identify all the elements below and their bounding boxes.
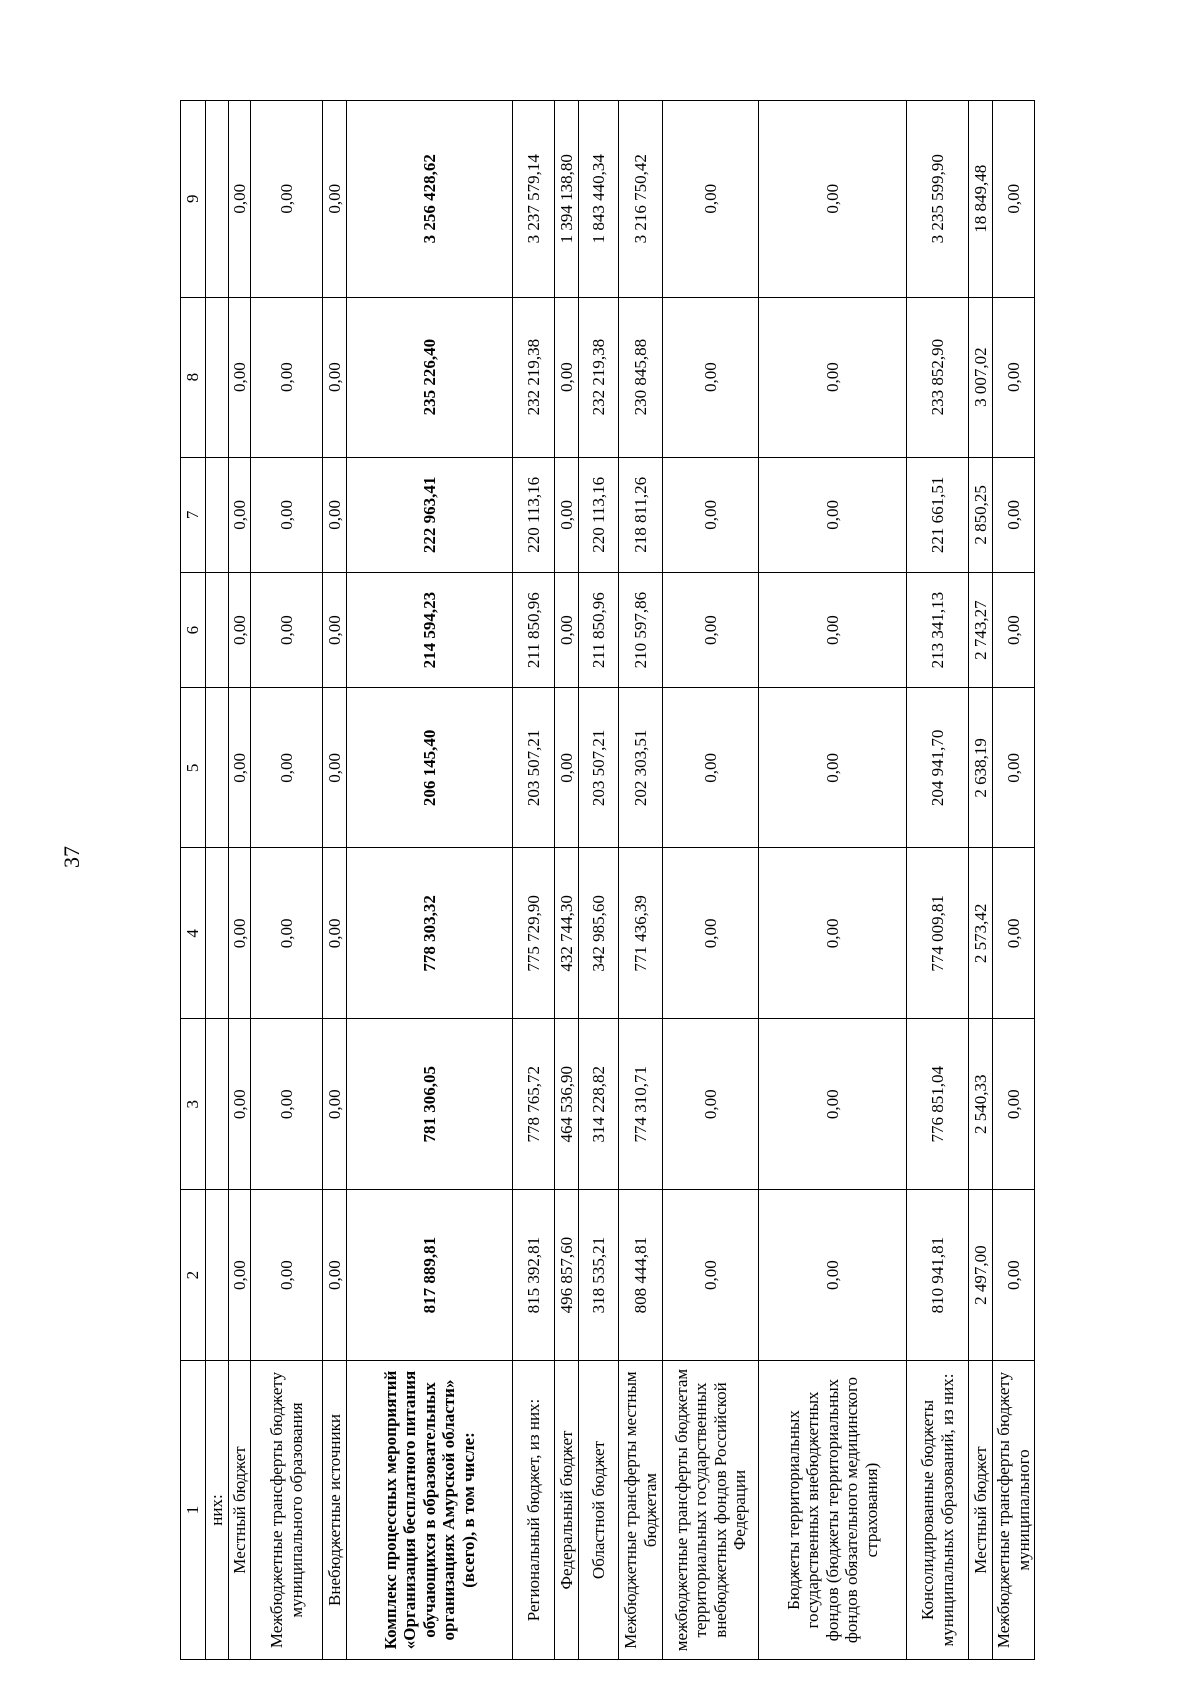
cell-value: 1 843 440,34	[579, 101, 619, 298]
cell-value: 0,00	[993, 573, 1035, 688]
cell-value: 0,00	[555, 457, 579, 572]
cell-value: 0,00	[323, 101, 347, 298]
cell-value: 0,00	[251, 457, 323, 572]
table-row	[206, 101, 229, 1660]
cell-value: 0,00	[323, 457, 347, 572]
cell-value: 778 765,72	[513, 1019, 555, 1190]
cell-value: 235 226,40	[347, 297, 513, 457]
table-row	[347, 101, 513, 1660]
row-label: Региональный бюджет, из них:	[513, 1361, 555, 1660]
row-label: Межбюджетные трансферты бюджету муниципального	[993, 1361, 1035, 1660]
cell-value: 0,00	[759, 688, 907, 848]
cell-value: 0,00	[323, 297, 347, 457]
cell-value: 2 497,00	[969, 1190, 993, 1361]
cell-value: 0,00	[555, 573, 579, 688]
cell-value: 771 436,39	[619, 848, 663, 1019]
row-label: Комплекс процессных мероприятий «Организация бесплатного питания обучающихся в образовательных организациях Амурской области» (всего), в том числе:	[347, 1361, 513, 1660]
cell-value: 18 849,48	[969, 101, 993, 298]
cell-value: 808 444,81	[619, 1190, 663, 1361]
cell-value: 0,00	[228, 1190, 251, 1361]
cell-value: 0,00	[228, 457, 251, 572]
cell-value: 0,00	[759, 848, 907, 1019]
cell-value	[206, 688, 229, 848]
table-row	[993, 101, 1035, 1660]
cell-value: 3 237 579,14	[513, 101, 555, 298]
cell-value: 0,00	[228, 688, 251, 848]
cell-value: 314 228,82	[579, 1019, 619, 1190]
cell-value: 0,00	[228, 848, 251, 1019]
cell-value: 778 303,32	[347, 848, 513, 1019]
cell-value: 2 850,25	[969, 457, 993, 572]
column-number: 9	[181, 101, 206, 298]
cell-value: 342 985,60	[579, 848, 619, 1019]
column-number: 4	[181, 848, 206, 1019]
cell-value: 0,00	[228, 573, 251, 688]
cell-value: 0,00	[663, 457, 759, 572]
cell-value: 0,00	[759, 573, 907, 688]
cell-value: 0,00	[993, 457, 1035, 572]
cell-value: 318 535,21	[579, 1190, 619, 1361]
cell-value: 0,00	[228, 1019, 251, 1190]
cell-value: 1 394 138,80	[555, 101, 579, 298]
cell-value: 222 963,41	[347, 457, 513, 572]
cell-value: 203 507,21	[579, 688, 619, 848]
cell-value: 232 219,38	[513, 297, 555, 457]
cell-value: 202 303,51	[619, 688, 663, 848]
cell-value: 464 536,90	[555, 1019, 579, 1190]
cell-value: 213 341,13	[907, 573, 969, 688]
cell-value	[206, 101, 229, 298]
cell-value: 206 145,40	[347, 688, 513, 848]
cell-value: 0,00	[555, 688, 579, 848]
cell-value: 204 941,70	[907, 688, 969, 848]
cell-value: 781 306,05	[347, 1019, 513, 1190]
table-row	[969, 101, 993, 1660]
cell-value	[206, 457, 229, 572]
row-label: Консолидированные бюджеты муниципальных образований, из них:	[907, 1361, 969, 1660]
cell-value: 0,00	[759, 1190, 907, 1361]
cell-value: 775 729,90	[513, 848, 555, 1019]
cell-value: 0,00	[251, 848, 323, 1019]
table-row	[759, 101, 907, 1660]
cell-value: 211 850,96	[513, 573, 555, 688]
cell-value: 0,00	[993, 848, 1035, 1019]
cell-value: 0,00	[323, 573, 347, 688]
table-row	[251, 101, 323, 1660]
cell-value: 0,00	[251, 297, 323, 457]
cell-value: 774 310,71	[619, 1019, 663, 1190]
cell-value: 0,00	[993, 1019, 1035, 1190]
cell-value: 2 638,19	[969, 688, 993, 848]
cell-value: 220 113,16	[579, 457, 619, 572]
row-label: межбюджетные трансферты бюджетам территориальных государственных внебюджетных фондов Российской Федерации	[663, 1361, 759, 1660]
cell-value	[206, 573, 229, 688]
column-number-row	[181, 101, 206, 1660]
cell-value: 0,00	[663, 573, 759, 688]
cell-value: 0,00	[323, 688, 347, 848]
cell-value: 3 256 428,62	[347, 101, 513, 298]
column-number: 5	[181, 688, 206, 848]
cell-value: 0,00	[993, 101, 1035, 298]
cell-value: 496 857,60	[555, 1190, 579, 1361]
cell-value: 0,00	[228, 101, 251, 298]
cell-value: 3 007,02	[969, 297, 993, 457]
cell-value: 2 573,42	[969, 848, 993, 1019]
cell-value: 0,00	[251, 1190, 323, 1361]
cell-value: 230 845,88	[619, 297, 663, 457]
cell-value: 3 235 599,90	[907, 101, 969, 298]
cell-value: 220 113,16	[513, 457, 555, 572]
cell-value: 0,00	[993, 688, 1035, 848]
cell-value: 810 941,81	[907, 1190, 969, 1361]
cell-value: 0,00	[759, 297, 907, 457]
cell-value: 0,00	[228, 297, 251, 457]
cell-value: 0,00	[251, 101, 323, 298]
cell-value: 0,00	[663, 297, 759, 457]
cell-value: 0,00	[323, 848, 347, 1019]
cell-value: 776 851,04	[907, 1019, 969, 1190]
cell-value	[206, 1190, 229, 1361]
cell-value: 432 744,30	[555, 848, 579, 1019]
table-row	[228, 101, 251, 1660]
cell-value: 0,00	[323, 1019, 347, 1190]
cell-value: 2 540,33	[969, 1019, 993, 1190]
cell-value: 0,00	[323, 1190, 347, 1361]
cell-value: 0,00	[663, 1019, 759, 1190]
row-label: Бюджеты территориальных государственных внебюджетных фондов (бюджеты территориальных фондов обязательного медицинского страхования)	[759, 1361, 907, 1660]
cell-value: 0,00	[663, 101, 759, 298]
cell-value: 0,00	[663, 848, 759, 1019]
cell-value: 774 009,81	[907, 848, 969, 1019]
cell-value: 817 889,81	[347, 1190, 513, 1361]
cell-value: 210 597,86	[619, 573, 663, 688]
cell-value: 0,00	[759, 457, 907, 572]
table-row	[323, 101, 347, 1660]
budget-table	[180, 100, 1035, 1660]
cell-value: 233 852,90	[907, 297, 969, 457]
row-label: Внебюджетные источники	[323, 1361, 347, 1660]
cell-value: 214 594,23	[347, 573, 513, 688]
row-label: Областной бюджет	[579, 1361, 619, 1660]
cell-value: 2 743,27	[969, 573, 993, 688]
table-row	[513, 101, 555, 1660]
row-label: Межбюджетные трансферты бюджету муниципального образования	[251, 1361, 323, 1660]
table-row	[663, 101, 759, 1660]
page-number: 37	[59, 846, 84, 868]
column-number: 2	[181, 1190, 206, 1361]
cell-value: 3 216 750,42	[619, 101, 663, 298]
cell-value: 0,00	[663, 688, 759, 848]
cell-value: 211 850,96	[579, 573, 619, 688]
cell-value: 221 661,51	[907, 457, 969, 572]
table-row	[579, 101, 619, 1660]
column-number: 8	[181, 297, 206, 457]
cell-value: 0,00	[555, 297, 579, 457]
column-number: 3	[181, 1019, 206, 1190]
row-label: Местный бюджет	[969, 1361, 993, 1660]
column-number: 7	[181, 457, 206, 572]
column-number: 6	[181, 573, 206, 688]
cell-value: 0,00	[251, 688, 323, 848]
cell-value: 815 392,81	[513, 1190, 555, 1361]
cell-value: 203 507,21	[513, 688, 555, 848]
cell-value: 218 811,26	[619, 457, 663, 572]
cell-value: 0,00	[759, 1019, 907, 1190]
cell-value: 0,00	[759, 101, 907, 298]
cell-value: 0,00	[993, 297, 1035, 457]
table-row	[555, 101, 579, 1660]
cell-value	[206, 848, 229, 1019]
table-row	[907, 101, 969, 1660]
cell-value: 232 219,38	[579, 297, 619, 457]
cell-value	[206, 297, 229, 457]
rotated-budget-table	[180, 100, 1060, 1660]
table-row	[619, 101, 663, 1660]
row-label: Межбюджетные трансферты местным бюджетам	[619, 1361, 663, 1660]
cell-value: 0,00	[663, 1190, 759, 1361]
cell-value: 0,00	[993, 1190, 1035, 1361]
column-number: 1	[181, 1361, 206, 1660]
row-label: Федеральный бюджет	[555, 1361, 579, 1660]
row-label: Местный бюджет	[228, 1361, 251, 1660]
cell-value	[206, 1019, 229, 1190]
cell-value: 0,00	[251, 573, 323, 688]
cell-value: 0,00	[251, 1019, 323, 1190]
row-label: них:	[206, 1361, 229, 1660]
